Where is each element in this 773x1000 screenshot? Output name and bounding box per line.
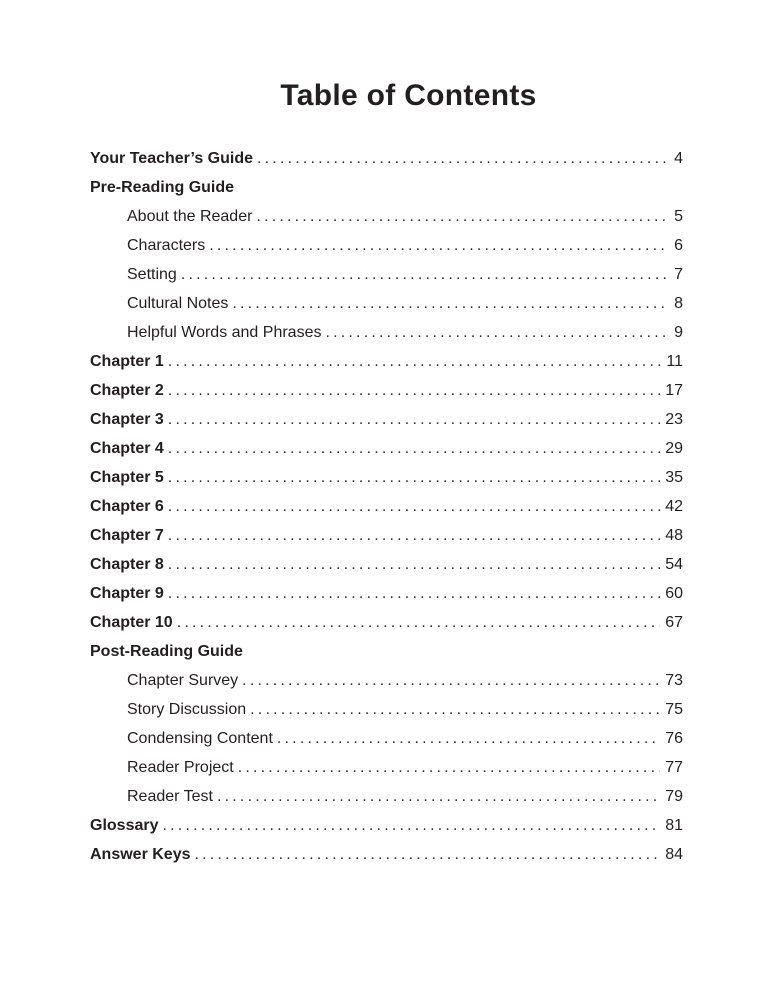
dot-leader xyxy=(168,492,660,521)
dot-leader xyxy=(177,608,661,637)
toc-row xyxy=(90,608,683,637)
toc-row xyxy=(90,405,683,434)
toc-entry-label: Your Teacher’s Guide xyxy=(90,150,254,167)
toc-row xyxy=(90,811,683,840)
dot-leader xyxy=(162,811,660,840)
toc-entry-label: Chapter 2 xyxy=(90,382,164,399)
toc-entry-label: Cultural Notes xyxy=(127,295,229,312)
toc-row xyxy=(90,318,683,347)
toc-entry-label: Reader Project xyxy=(127,759,234,776)
toc-entry-label: Helpful Words and Phrases xyxy=(127,324,322,341)
toc-entry-label: Chapter Survey xyxy=(127,672,239,689)
toc-entry-label: Answer Keys xyxy=(90,846,191,863)
toc-row xyxy=(90,260,683,289)
dot-leader xyxy=(209,231,669,260)
dot-leader xyxy=(325,318,669,347)
dot-leader xyxy=(256,202,669,231)
toc-row xyxy=(90,463,683,492)
toc-entry-label: Glossary xyxy=(90,817,159,834)
toc-row xyxy=(90,695,683,724)
toc-entry-page: 17 xyxy=(665,382,683,399)
toc-entry-label: Setting xyxy=(127,266,177,283)
toc-entry-page: 75 xyxy=(665,701,683,718)
toc-entry-page: 81 xyxy=(665,817,683,834)
toc-entry-page: 8 xyxy=(674,295,683,312)
toc-entry-page: 76 xyxy=(665,730,683,747)
toc-row xyxy=(90,579,683,608)
toc-entry-page: 6 xyxy=(674,237,683,254)
toc-entry-label: Chapter 8 xyxy=(90,556,164,573)
toc-entry-page: 79 xyxy=(665,788,683,805)
dot-leader xyxy=(217,782,660,811)
toc-row xyxy=(90,202,683,231)
toc-entry-page: 4 xyxy=(674,150,683,167)
toc-row xyxy=(90,550,683,579)
toc-entry-page: 60 xyxy=(665,585,683,602)
toc-entry-label: Chapter 9 xyxy=(90,585,164,602)
toc-row xyxy=(90,666,683,695)
toc-row xyxy=(90,521,683,550)
toc-entry-label: Chapter 4 xyxy=(90,440,164,457)
toc-entry-page: 84 xyxy=(665,846,683,863)
toc-row xyxy=(90,173,683,202)
dot-leader xyxy=(277,724,660,753)
toc-row xyxy=(90,492,683,521)
toc-entry-label: Chapter 5 xyxy=(90,469,164,486)
toc-entry-page: 29 xyxy=(665,440,683,457)
dot-leader xyxy=(168,463,660,492)
dot-leader xyxy=(232,289,669,318)
toc-entry-label: Chapter 3 xyxy=(90,411,164,428)
toc-entry-label: Chapter 6 xyxy=(90,498,164,515)
toc-entry-label: About the Reader xyxy=(127,208,253,225)
dot-leader xyxy=(242,666,660,695)
toc-entry-label: Chapter 1 xyxy=(90,353,164,370)
dot-leader xyxy=(195,840,661,869)
toc-entry-page: 54 xyxy=(665,556,683,573)
toc-entry-label: Post-Reading Guide xyxy=(90,643,243,660)
toc-entry-page: 35 xyxy=(665,469,683,486)
dot-leader xyxy=(168,579,660,608)
toc-entry-page: 77 xyxy=(665,759,683,776)
toc-row xyxy=(90,434,683,463)
toc-row xyxy=(90,782,683,811)
toc-row xyxy=(90,347,683,376)
dot-leader xyxy=(238,753,660,782)
page-title: Table of Contents xyxy=(280,79,537,112)
toc-entry-page: 5 xyxy=(674,208,683,225)
toc-entry-page: 73 xyxy=(665,672,683,689)
toc-list xyxy=(90,144,683,869)
toc-row xyxy=(90,144,683,173)
toc-row xyxy=(90,840,683,869)
toc-row xyxy=(90,637,683,666)
dot-leader xyxy=(181,260,669,289)
toc-entry-label: Story Discussion xyxy=(127,701,247,718)
dot-leader xyxy=(168,376,660,405)
toc-entry-page: 48 xyxy=(665,527,683,544)
toc-entry-page: 11 xyxy=(666,353,683,370)
toc-entry-label: Characters xyxy=(127,237,206,254)
toc-entry-label: Pre-Reading Guide xyxy=(90,179,235,196)
toc-row xyxy=(90,376,683,405)
toc-entry-label: Condensing Content xyxy=(127,730,273,747)
toc-entry-page: 9 xyxy=(674,324,683,341)
toc-entry-page: 7 xyxy=(674,266,683,283)
dot-leader xyxy=(168,405,660,434)
dot-leader xyxy=(168,347,662,376)
dot-leader xyxy=(168,434,660,463)
toc-row xyxy=(90,231,683,260)
toc-entry-page: 67 xyxy=(665,614,683,631)
toc-row xyxy=(90,753,683,782)
dot-leader xyxy=(257,144,669,173)
toc-entry-label: Chapter 10 xyxy=(90,614,173,631)
toc-entry-label: Reader Test xyxy=(127,788,213,805)
toc-entry-page: 42 xyxy=(665,498,683,515)
dot-leader xyxy=(250,695,660,724)
toc-entry-page: 23 xyxy=(665,411,683,428)
dot-leader xyxy=(168,521,660,550)
toc-entry-label: Chapter 7 xyxy=(90,527,164,544)
toc-row xyxy=(90,724,683,753)
dot-leader xyxy=(168,550,660,579)
toc-row xyxy=(90,289,683,318)
